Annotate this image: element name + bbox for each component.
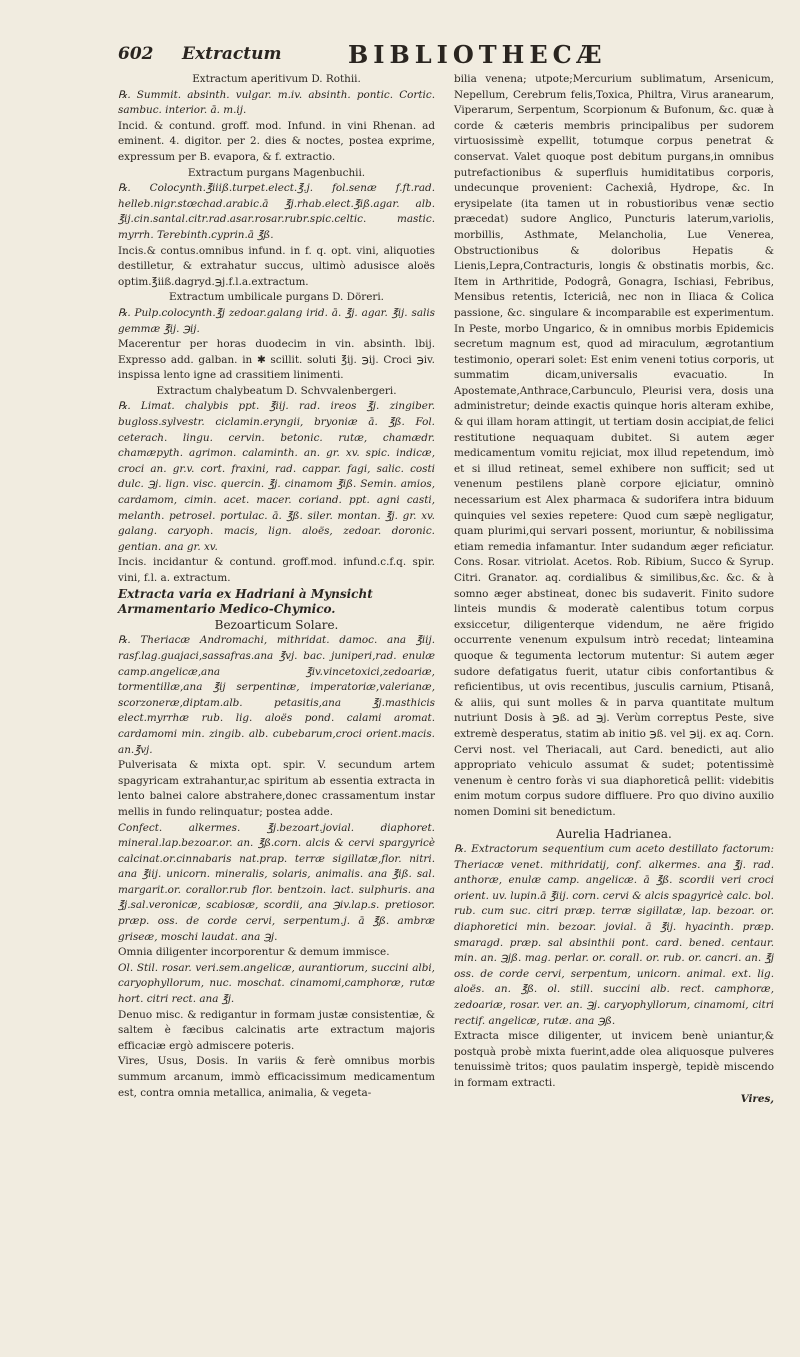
instruction: Incis. incidantur & contund. groff.mod. infund.c.f.q. spir. vini, f.l. a. extractum. — [118, 556, 435, 584]
section-heading: Extractum purgans Magenbuchii. — [187, 166, 366, 179]
section-title: Extracta varia ex Hadriani à Mynsicht Armamentario Medico-Chymico. — [118, 586, 373, 617]
section-heading: Aurelia Hadrianea. — [556, 826, 672, 841]
instruction: Incid. & contund. groff. mod. Infund. in vini Rhenan. ad eminent. 4. digitor. per 2. dies & noctes, postea exprime, expressum per B. evapora, & f. extractio. — [118, 119, 435, 163]
recipe: Confect. alkermes. ℥j.bezoart.jovial. diaphoret. mineral.lap.bezoar.or. an. ℥ß.corn. alcis & cervi spargyricè calcinat.or.cinnabaris nat.prap. terræ sigillatæ,flor. nitri. ana ℥iij. unicorn. mineralis, solaris, animalis. ana ℥iß. sal. margarit.or. corallor.rub flor. bentzoin. lact. sulphuris. ana ℥j.sal.veronicæ, scabiosæ, scordii, ana ℈iv.lap.s. pretiosor. præp. oss. de corde cervi, serpentum.j. ā ℥ß. ambræ griseæ, moschi laudat. ana ℈j. — [118, 821, 435, 943]
recipe: ℞. Colocynth.℥iiiß.turpet.elect.℥.j. fol.senæ f.ft.rad. helleb.nigr.stœchad.arabic.ā ℥j.rhab.elect.℥iß.agar. alb. ℥ij.cin.santal.citr.rad.asar.rosar.rubr.spic.celtic. mastic. myrrh. Terebinth.cyprin.ā ℥ß. — [118, 182, 435, 241]
recipe: ℞. Summit. absinth. vulgar. m.iv. absinth. pontic. Cortic. sambuc. interior. ā. m.ij. — [118, 88, 435, 117]
section-heading: Extractum umbilicale purgans D. Döreri. — [169, 291, 384, 304]
instruction: Pulverisata & mixta opt. spir. V. secundum artem spagyricam extrahantur,ac spiritum ab essentia extracta in lento balnei calore abstrahere,donec crassamentum instar mellis in fundo relinquatur; postea adde. — [118, 759, 435, 818]
instruction: Macerentur per horas duodecim in vin. absinth. lbij. Expresso add. galban. in ✱ scillit. soluti ℥ij. ℈ij. Croci ℈iv. inspissa lento igne ad crassitiem linimenti. — [118, 338, 435, 382]
right-column — [454, 72, 774, 1107]
running-head: Extractum — [182, 44, 282, 64]
recipe: ℞. Extractorum sequentium cum aceto destillato factorum: Theriacæ venet. mithridatij, conf. alkermes. ana ℥j. rad. anthoræ, enulæ camp. angelicæ. ā ℥ß. scordii veri croci orient. uv. lupin.ā ℥iij. corn. cervi & alcis spagyricè calc. bol. rub. cum suc. citri præp. terræ sigillatæ, lap. bezoar. or. diaphoretici min. bezoar. jovial. ā ℥ij. hyacinth. præp. smaragd. præp. sal absinthii pont. card. bened. centaur. min. an. ℈jß. mag. perlar. or. corall. or. rub. or. cancri. an. ℥j oss. de corde cervi, serpentum, unicorn. animal. ext. lig. aloës. an. ℥ß. ol. still. succini alb. rect. camphoræ, zedoariæ, rosar. ver. an. ℈j. caryophyllorum, cinamomi, citri rectif. angelicæ, rutæ. ana ℈ß. — [454, 843, 774, 1027]
instruction: Incis.& contus.omnibus infund. in f. q. opt. vini, aliquoties destilletur, & extrahatur succus, ultimò adusisce aloës optim.℥iiß.dagryd.℈j.f.l.a.extractum. — [118, 244, 435, 288]
recipe: Ol. Stil. rosar. veri.sem.angelicæ, aurantiorum, succini albi, caryophyllorum, nuc. moschat. cinamomi,camphoræ, rutæ hort. citri rect. ana ℥j. — [118, 961, 435, 1006]
page-title: BIBLIOTHECÆ — [348, 40, 607, 69]
instruction: Omnia diligenter incorporentur & demum immisce. — [118, 946, 390, 959]
section-heading: Bezoarticum Solare. — [214, 617, 339, 632]
left-column — [118, 72, 435, 1101]
instruction: Extracta misce diligenter, ut invicem benè uniantur,& postquà probè mixta fuerint,adde olea aliquosque pulveres tenuissimè tritos; quos paulatim inspergè, tepidè miscendo in formam extracti. — [454, 1030, 774, 1089]
recipe: ℞. Pulp.colocynth.℥j zedoar.galang irid. ā. ℥j. agar. ℥ij. salis gemmæ ℥ij. ℈ij. — [118, 306, 435, 335]
section-heading: Extractum aperitivum D. Rothii. — [192, 73, 361, 85]
paragraph: Vires, Usus, Dosis. In variis & ferè omnibus morbis summum arcanum, immò efficacissimum medicamentum est, contra omnia metallica, animalia, & vegeta- — [118, 1055, 435, 1099]
recipe: ℞. Limat. chalybis ppt. ℥iij. rad. ireos ℥j. zingiber. bugloss.sylvestr. ciclamin.eryngii, bryoniæ ā. ℥ß. Fol. ceterach. lingu. cervin. betonic. rutæ, chamædr. chamæpyth. agrimon. calaminth. an. gr. xv. spic. indicæ, croci an. gr.v. cort. fraxini, rad. cappar. fagi, salic. costi dulc. ℈j. lign. visc. quercin. ℥j. cinamom ℥iß. Semin. amios, cardamom, cimin. acet. macer. coriand. ppt. agni casti, melanth. petrosel. portulac. ā. ℥ß. siler. montan. ℥j. gr. xv. galang. caryoph. macis, lign. aloës, zedoar. doronic. gentian. ana gr. xv. — [118, 400, 435, 553]
section-heading: Extractum chalybeatum D. Schvvalenbergeri. — [156, 384, 397, 397]
catchword: Vires, — [740, 1092, 774, 1105]
paragraph: bilia venena; utpote;Mercurium sublimatum, Arsenicum, Nepellum, Cerebrum felis,Toxica, Philtra, Virus aranearum, Viperarum, Serpentum, Scorpionum & Bufonum, &c. quæ à corde & cæteris membris principalibus per sudorem virtuosissimè expellit, totumque corpus penetrat & conservat. Valet quoque post debitum purgans,in omnibus putrefactionibus & superfluis humiditatibus corporis, undecunque provenient: Cachexiâ, Hydrope, &c. In erysipelate (ita tamen ut in robustioribus venæ sectio præcedat) sudore Anglico, Puncturis laterum,variolis, morbillis, Asthmate, Melancholia, Lue Venerea, Obstructionibus & doloribus Hepatis & Lienis,Lepra,Contracturis, longis & obstinatis morbis, &c. Item in Arthritide, Podogrâ, Gonagra, Ischiasi, Febribus, Mensibus retentis, Ictericiâ, nec non in Iliaca & Colica passione, &c. singulare & incomparabile est experimentum. In Peste, morbo Ungarico, & in omnibus morbis Epidemicis secretum magnum est, quod ad miraculum, ægrotantium testimonio, operari solet: Est enim veneni totius corporis, ut summatim dicam,universalis evacuatio. In Apostemate,Anthrace,Carbunculo, Pleurisi vera, dosis una administretur; deinde exactis quinque horis alteram exhibe, & qui illam horam attingit, ut tertiam dosin accipiat,de felici restitutione nequaquam dubitet. Si autem æger medicamentum vomitu rejiciat, mox illud repetendum, imò et si illud retineat, semel exhibere non sufficit; sed ut venenum pestilens planè corpore ejiciatur, omninò necessarium est Alex pharmaca & sudorifera intra biduum quinquies vel sexies repetere: Quod cum sæpè negligatur, quam plurimi,qui servari possent, moriuntur, & nobilissima etiam remedia infamantur. Inter sudandum æger reficiatur. Cons. Rosar. vitriolat. Acetos. Rob. Ribium, Succo & Syrup. Citri. Granator. aq. cordialibus & similibus,&c. &c. & à somno æger abstineat, donec bis sudaverit. Finito sudore linteis mundis & moderatè calentibus totum corpus exsiccetur, diligenterque videndum, ne aëre frigido occurrente venenum expulsum intrò recedat; linteamina quoque & tegumenta lectorum mutentur: Si autem æger sudore defatigatus fuerit, utatur cibis confortantibus & reficientibus, ut ovis recentibus, jusculis carnium, Ptisanâ, & aliis, qui sunt molles & in parva quantitate multum nutriunt Dosis à ℈ß. ad ℈j. Verùm correptus Peste, sive extremè desperatus, statim ab initio ℈ß. vel ℈ij. ex aq. Corn. Cervi nost. vel Theriacali, aut Card. benedicti, aut alio appropriato vehiculo assumat & sudet; potentissimè venenum è centro foràs vi sua diaphoreticâ pellit: videbitis enim motum corpus sudore diffluere. Pro quo divino auxilio nomen Domini sit benedictum. — [454, 73, 774, 818]
recipe: ℞. Theriacæ Andromachi, mithridat. damoc. ana ℥iij. rasf.lag.guajaci,sassafras.ana ℥vj. bac. juniperi,rad. enulæ camp.angelicæ,ana ℥iv.vincetoxici,zedoariæ, tormentillæ,ana ℥ij serpentinæ, imperatoriæ,valerianæ, scorzoneræ,diptam.alb. petasitis,ana ℥j.masthicis elect.myrrhæ rub. lig. aloës pond. calami aromat. cardamomi min. zingib. alb. cubebarum,croci orient.macis. an.℥vj. — [118, 634, 435, 756]
instruction: Denuo misc. & redigantur in formam justæ consistentiæ, & saltem è fæcibus calcinatis arte extractum majoris efficaciæ ergò admiscere poteris. — [118, 1008, 435, 1052]
page-number: 602 — [118, 44, 154, 64]
page-header — [0, 40, 800, 70]
